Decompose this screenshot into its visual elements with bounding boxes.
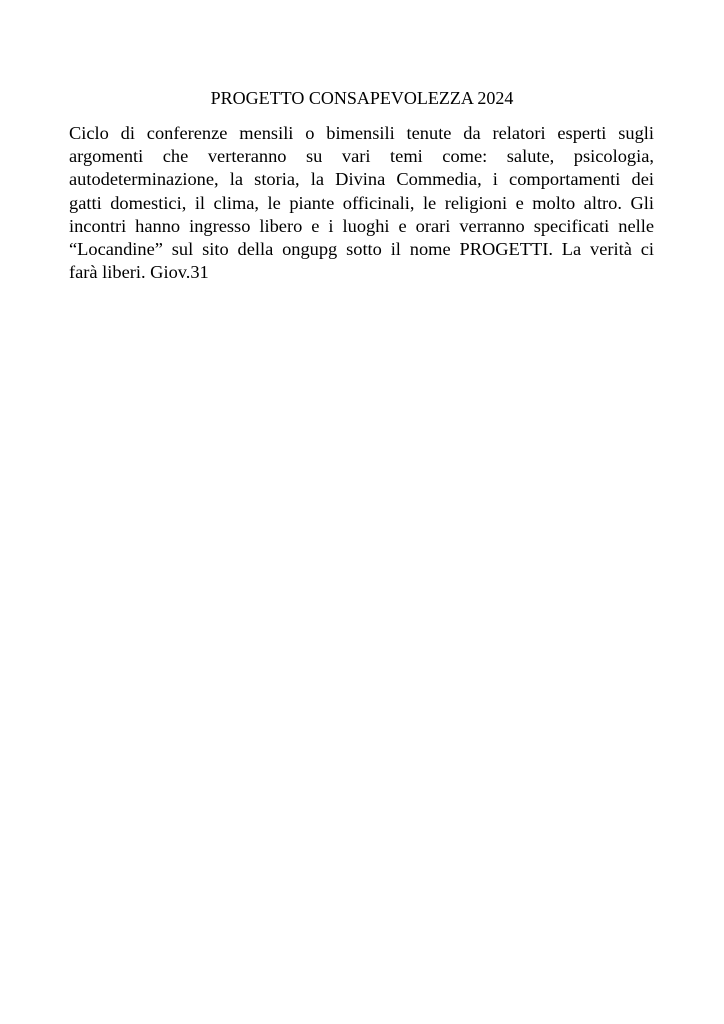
document-title: PROGETTO CONSAPEVOLEZZA 2024 <box>210 88 514 108</box>
body-line-5: incontri hanno ingresso libero e i luoghi e orari verranno specificati nelle <box>69 215 654 236</box>
document-body <box>69 122 654 284</box>
body-line-2: argomenti che verteranno su vari temi come: salute, psicologia, <box>69 146 654 167</box>
body-line-6: “Locandine” sul sito della ongupg sotto il nome PROGETTI. La verità ci <box>69 239 654 260</box>
body-line-3: autodeterminazione, la storia, la Divina Commedia, i comportamenti dei <box>69 169 654 190</box>
body-line-1: Ciclo di conferenze mensili o bimensili tenute da relatori esperti sugli <box>69 123 654 143</box>
body-line-4: gatti domestici, il clima, le piante officinali, le religioni e molto altro. Gli <box>69 192 654 213</box>
body-line-7: farà liberi. Giov.31 <box>69 262 209 283</box>
